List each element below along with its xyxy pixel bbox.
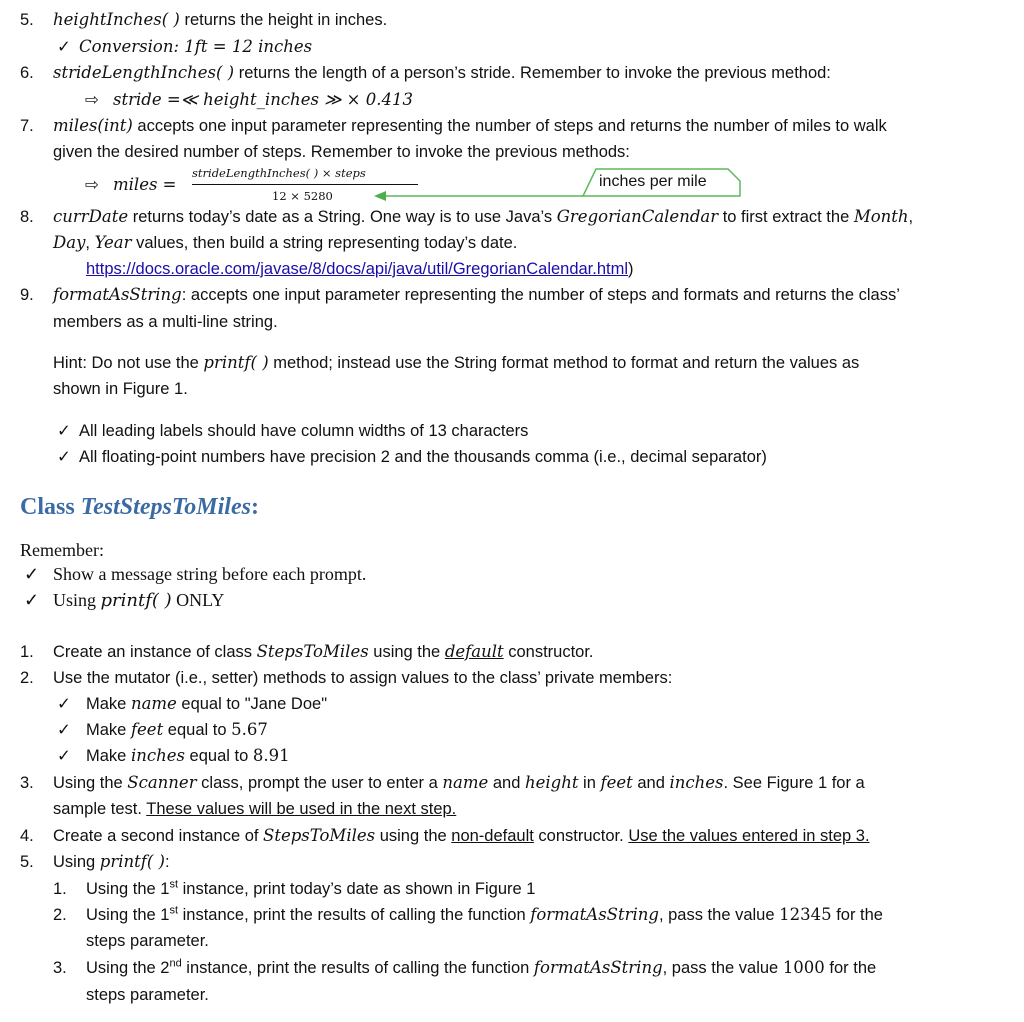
list-number: 8.: [20, 208, 34, 226]
list-item-7: miles(int) accepts one input parameter representing the number of steps and returns the number of miles to walk: [53, 116, 887, 135]
check-item: ✓ All leading labels should have column widths of 13 characters: [57, 422, 529, 440]
formula: 1ft = 12 inches: [184, 37, 313, 56]
callout-arrowhead: [374, 191, 386, 201]
formula-line: [85, 90, 413, 110]
remember-label: Remember:: [20, 540, 104, 560]
step-1: Create an instance of class StepsToMiles using the default constructor.: [53, 642, 594, 661]
step-5-sub-3: Using the 2nd instance, print the results of calling the function formatAsString, pass the value 1000 for the: [86, 957, 877, 977]
check-item: ✓ Make feet equal to 5.67: [57, 720, 268, 739]
section-heading: Class TestStepsToMiles:: [20, 494, 259, 520]
list-item-9-cont: members as a multi-line string.: [53, 313, 278, 331]
list-number: 6.: [20, 64, 34, 82]
sub-list-number: 1.: [53, 880, 67, 898]
formula-lhs: miles =: [113, 175, 177, 194]
list-number: 3.: [20, 774, 34, 792]
check-item: ✓ Make name equal to "Jane Doe": [57, 694, 328, 713]
doc-link-line: https://docs.oracle.com/javase/8/docs/api/java/util/GregorianCalendar.html): [86, 260, 634, 278]
hint-line-cont: shown in Figure 1.: [53, 380, 188, 398]
check-icon: ✓: [57, 695, 71, 713]
step-3-cont: sample test. These values will be used in the next step.: [53, 800, 457, 818]
check-item: ✓ Conversion: 1ft = 12 inches: [57, 37, 313, 56]
check-icon: ✓: [57, 448, 71, 466]
sub-list-number: 2.: [53, 906, 67, 924]
arrow-icon: ⇨: [85, 176, 99, 194]
formula-line: [85, 175, 177, 195]
step-5-sub-2: Using the 1st instance, print the results of calling the function formatAsString, pass the value 12345 for the: [86, 904, 883, 924]
list-number: 5.: [20, 853, 34, 871]
method-name: formatAsString: [53, 285, 182, 304]
callout-label: inches per mile: [599, 173, 707, 190]
formula-denominator: 12 × 5280: [272, 189, 333, 203]
method-name: heightInches( ): [53, 10, 180, 29]
check-item: ✓ Make inches equal to 8.91: [57, 746, 290, 765]
check-icon: ✓: [57, 747, 71, 765]
step-5: Using printf( ):: [53, 852, 170, 871]
check-icon: ✓: [24, 590, 40, 610]
list-number: 7.: [20, 117, 34, 135]
list-item-6: strideLengthInches( ) returns the length of a person’s stride. Remember to invoke the previous method:: [53, 63, 831, 82]
list-number: 9.: [20, 286, 34, 304]
list-item-8: currDate returns today’s date as a String. One way is to use Java’s GregorianCalendar to first extract the Month,: [53, 207, 914, 226]
formula-numerator: strideLengthInches( ) × steps: [192, 166, 366, 180]
step-5-sub-1: Using the 1st instance, print today’s date as shown in Figure 1: [86, 878, 536, 898]
list-number: 1.: [20, 643, 34, 661]
list-item-5: heightInches( ) returns the height in inches.: [53, 10, 388, 29]
list-number: 4.: [20, 827, 34, 845]
list-number: 2.: [20, 669, 34, 687]
list-number: 5.: [20, 11, 34, 29]
check-icon: ✓: [24, 564, 40, 584]
step-5-sub-2-cont: steps parameter.: [86, 932, 209, 950]
list-item-8-cont: Day, Year values, then build a string representing today’s date.: [53, 233, 518, 252]
step-3: Using the Scanner class, prompt the user to enter a name and height in feet and inches. See Figure 1 for a: [53, 773, 865, 792]
list-item-7-cont: given the desired number of steps. Remember to invoke the previous methods:: [53, 143, 630, 161]
check-item: ✓ Using printf( ) ONLY: [24, 590, 225, 611]
check-item: ✓ All floating-point numbers have precision 2 and the thousands comma (i.e., decimal separator): [57, 448, 767, 466]
check-icon: ✓: [57, 721, 71, 739]
step-4: Create a second instance of StepsToMiles using the non-default constructor. Use the values entered in step 3.: [53, 826, 870, 845]
step-5-sub-3-cont: steps parameter.: [86, 986, 209, 1004]
step-2: Use the mutator (i.e., setter) methods to assign values to the class’ private members:: [53, 669, 673, 687]
check-icon: ✓: [57, 422, 71, 440]
check-item: ✓ Show a message string before each prompt.: [24, 564, 367, 584]
formula: stride =≪ height_inches ≫ × 0.413: [113, 90, 413, 109]
check-icon: ✓: [57, 38, 71, 56]
list-item-9: formatAsString: accepts one input parameter representing the number of steps and formats and returns the class’: [53, 285, 900, 304]
method-name: currDate: [53, 207, 129, 226]
arrow-icon: ⇨: [85, 91, 99, 109]
hint-line: Hint: Do not use the printf( ) method; instead use the String format method to format and return the values as: [53, 353, 860, 372]
gregorian-calendar-link[interactable]: https://docs.oracle.com/javase/8/docs/api/java/util/GregorianCalendar.html: [86, 260, 629, 278]
method-name: miles(int): [53, 116, 133, 135]
sub-list-number: 3.: [53, 959, 67, 977]
method-name: strideLengthInches( ): [53, 63, 235, 82]
